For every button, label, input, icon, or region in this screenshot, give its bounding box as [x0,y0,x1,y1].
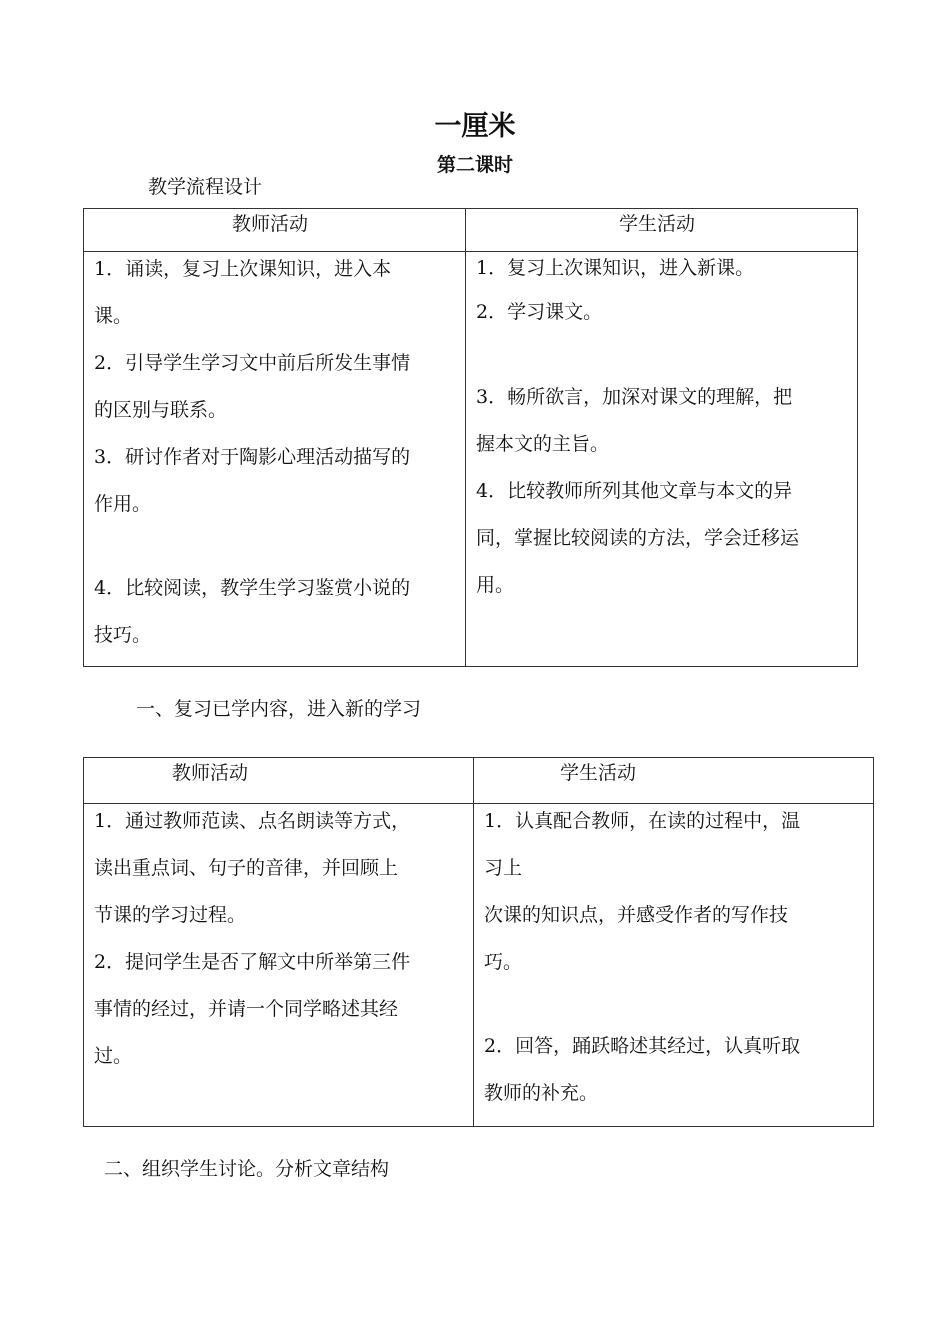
teacher-line: 技巧。 [94,624,152,646]
student-line: 1．认真配合教师，在读的过程中，温 [484,810,801,832]
teacher-line: 2．提问学生是否了解文中所举第三件 [94,951,411,973]
student-line: 握本文的主旨。 [476,433,610,455]
teacher-activity-header: 教师活动 [84,209,466,252]
student-line: 同，掌握比较阅读的方法，学会迁移运 [476,527,800,549]
flow-label: 教学流程设计 [148,176,263,198]
student-activity-header-2: 学生活动 [474,758,874,804]
teacher-line: 2．引导学生学习文中前后所发生事情 [94,352,411,374]
student-line [474,986,873,1023]
student-line: 2．学习课文。 [476,301,603,323]
student-line [466,334,857,374]
student-activity-header: 学生活动 [466,209,858,252]
teacher-line: 过。 [94,1045,133,1067]
lesson-subtitle: 第二课时 [436,154,513,176]
document-title: 一厘米 [434,111,516,142]
student-line: 4．比较教师所列其他文章与本文的异 [476,480,793,502]
teacher-line: 课。 [94,305,133,327]
teacher-line: 3．研讨作者对于陶影心理活动描写的 [94,446,411,468]
student-activity-cell-2 [474,804,874,1127]
teacher-line: 1．通过教师范读、点名朗读等方式， [94,810,411,832]
student-line: 巧。 [484,951,523,973]
teacher-line: 4．比较阅读，教学生学习鉴赏小说的 [94,577,411,599]
review-activity-table [83,757,874,1127]
teaching-flow-table [83,208,858,667]
teacher-line: 事情的经过，并请一个同学略述其经 [94,998,399,1020]
teacher-line: 作用。 [94,493,152,515]
teacher-activity-cell [84,252,466,667]
teacher-activity-cell-2 [84,804,474,1127]
teacher-line [84,528,465,565]
student-activity-cell [466,252,858,667]
teacher-line: 的区别与联系。 [94,399,228,421]
student-line: 3．畅所欲言，加深对课文的理解，把 [476,386,793,408]
student-line: 1．复习上次课知识，进入新课。 [476,257,755,279]
teacher-activity-header-2: 教师活动 [84,758,474,804]
student-line: 教师的补充。 [484,1082,599,1104]
student-line: 用。 [476,574,515,596]
student-line: 2．回答，踊跃略述其经过，认真听取 [484,1035,801,1057]
student-line: 次课的知识点，并感受作者的写作技 [484,904,789,926]
student-line: 习上 [484,857,523,879]
teacher-line: 1．诵读，复习上次课知识，进入本 [94,258,392,280]
section-heading-review: 一、复习已学内容，进入新的学习 [136,698,422,720]
teacher-line: 节课的学习过程。 [94,904,247,926]
section-heading-discussion: 二、组织学生讨论。分析文章结构 [104,1158,390,1180]
teacher-line: 读出重点词、句子的音律，并回顾上 [94,857,399,879]
